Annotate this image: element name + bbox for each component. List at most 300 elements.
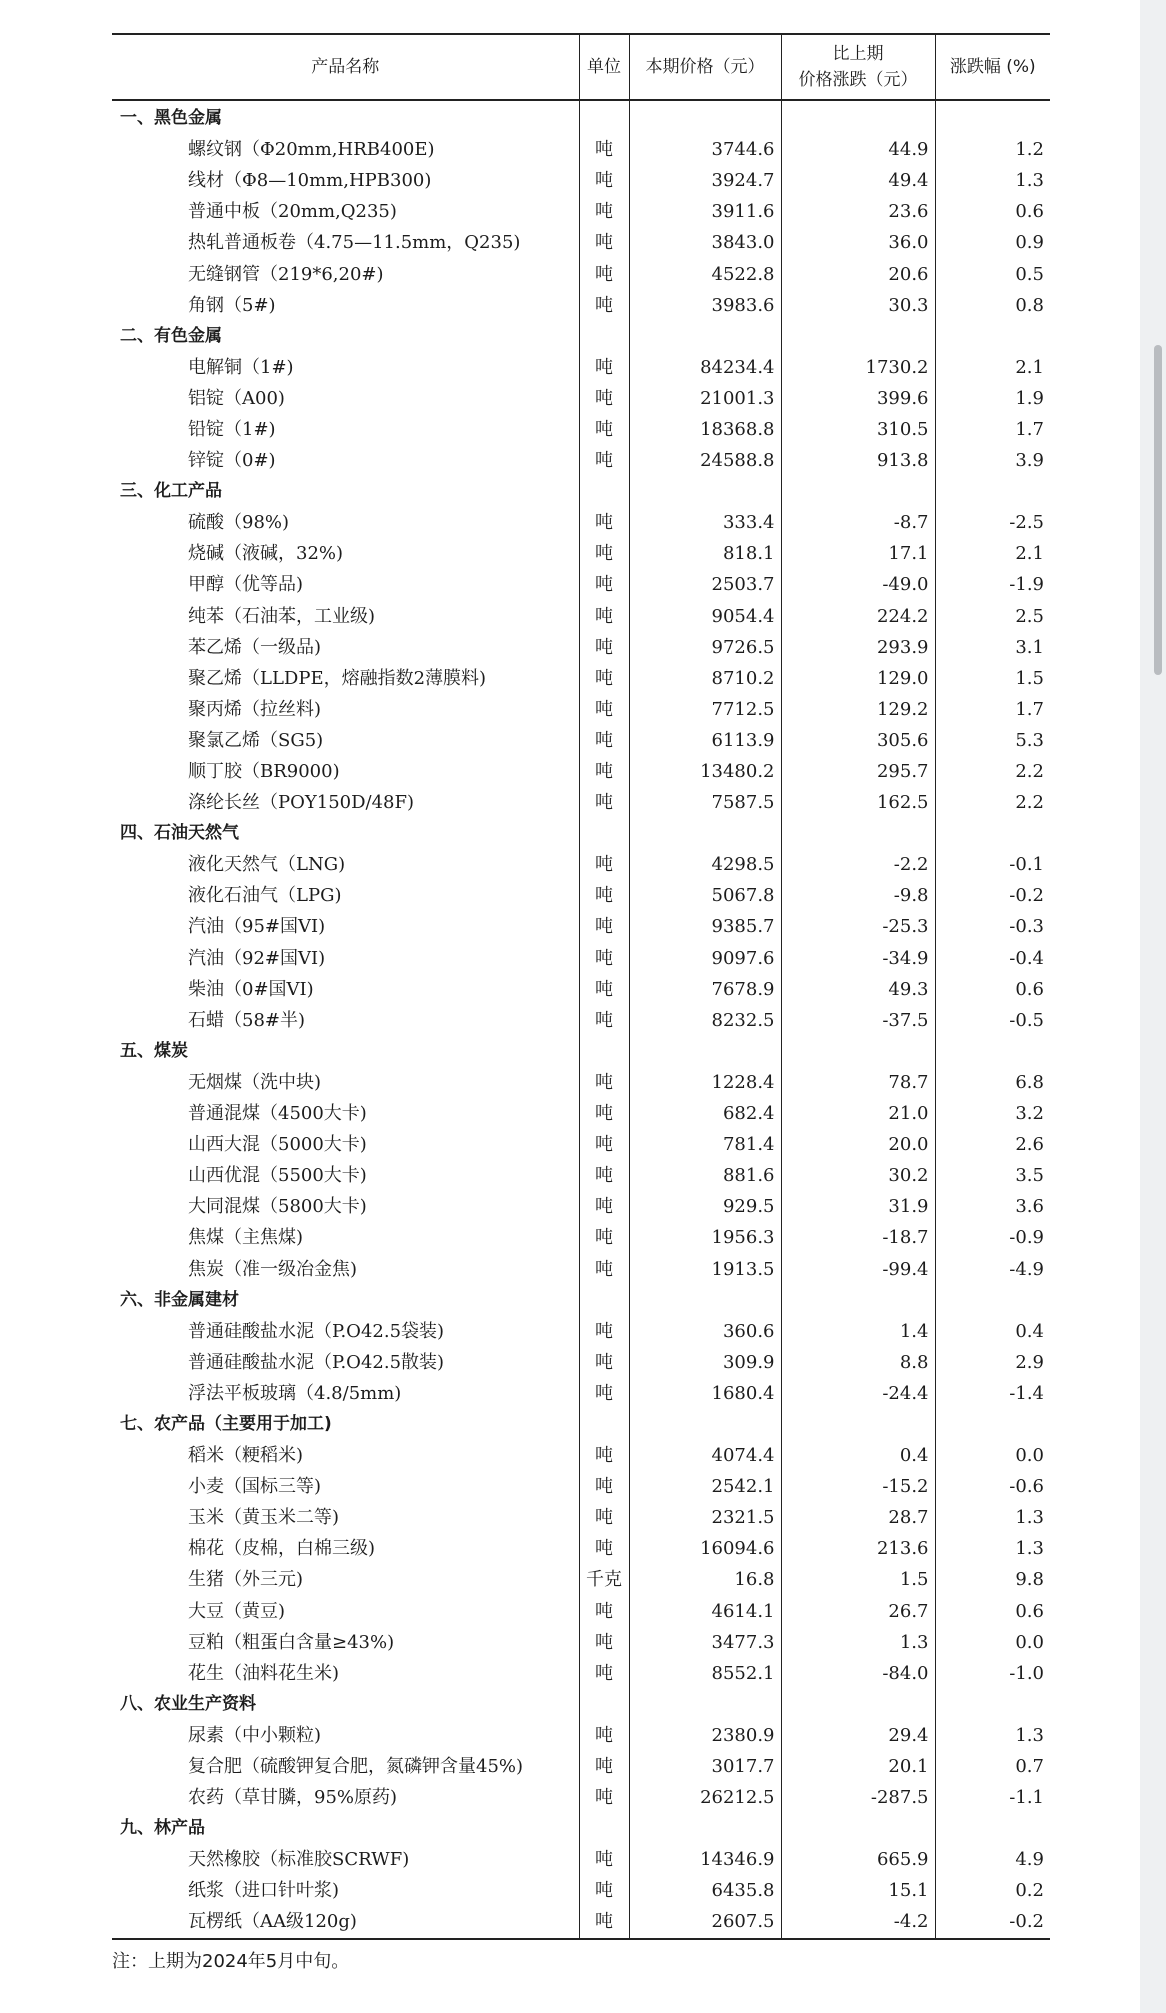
header-price-change xyxy=(781,34,935,100)
product-name: 复合肥（硫酸钾复合肥，氮磷钾含量45%) xyxy=(188,1756,524,1778)
price-cell: 2321.5 xyxy=(629,1502,781,1533)
unit-cell: 吨 xyxy=(579,849,629,880)
price-cell: 8552.1 xyxy=(629,1658,781,1689)
unit-cell: 吨 xyxy=(579,538,629,569)
percent-cell: -1.4 xyxy=(935,1378,1050,1409)
section-row xyxy=(112,1689,1050,1720)
product-name: 角钢（5#) xyxy=(188,294,276,316)
change-cell: 20.1 xyxy=(781,1751,935,1782)
price-cell: 9385.7 xyxy=(629,911,781,942)
price-cell xyxy=(629,476,781,507)
header-change-percent: 涨跌幅 (%) xyxy=(935,34,1050,100)
price-cell: 9054.4 xyxy=(629,601,781,632)
section-name: 三、化工产品 xyxy=(120,481,222,502)
unit-cell: 吨 xyxy=(579,290,629,321)
product-name: 瓦楞纸（AA级120g) xyxy=(112,1906,579,1938)
table-row xyxy=(112,787,1050,818)
price-cell: 1913.5 xyxy=(629,1253,781,1284)
percent-cell: 9.8 xyxy=(935,1564,1050,1595)
product-name: 汽油（92#国VI) xyxy=(188,947,326,969)
percent-cell: -1.9 xyxy=(935,569,1050,600)
percent-cell: -1.1 xyxy=(935,1782,1050,1813)
percent-cell: 1.9 xyxy=(935,383,1050,414)
change-cell: 305.6 xyxy=(781,725,935,756)
table-row xyxy=(112,880,1050,911)
header-product-name: 产品名称 xyxy=(112,34,579,100)
product-name: 纸浆（进口针叶浆) xyxy=(188,1880,340,1902)
percent-cell: 1.5 xyxy=(935,663,1050,694)
product-name: 山西大混（5000大卡) xyxy=(188,1134,367,1156)
percent-cell: -2.5 xyxy=(935,507,1050,538)
change-cell: -34.9 xyxy=(781,943,935,974)
table-row xyxy=(112,1191,1050,1222)
table-row xyxy=(112,1875,1050,1906)
table-row xyxy=(112,1160,1050,1191)
price-cell: 333.4 xyxy=(629,507,781,538)
table-row xyxy=(112,663,1050,694)
change-cell: 913.8 xyxy=(781,445,935,476)
section-name: 九、林产品 xyxy=(120,1818,205,1839)
percent-cell: -4.9 xyxy=(935,1253,1050,1284)
product-name: 浮法平板玻璃（4.8/5mm) xyxy=(188,1382,402,1404)
price-cell: 2380.9 xyxy=(629,1720,781,1751)
unit-cell: 吨 xyxy=(579,632,629,663)
unit-cell xyxy=(579,100,629,134)
table-row xyxy=(112,1533,1050,1564)
price-cell: 2607.5 xyxy=(629,1906,781,1938)
price-cell: 5067.8 xyxy=(629,880,781,911)
price-cell: 781.4 xyxy=(629,1129,781,1160)
change-cell xyxy=(781,1285,935,1316)
change-cell: 0.4 xyxy=(781,1440,935,1471)
table-row xyxy=(112,1378,1050,1409)
percent-cell xyxy=(935,1285,1050,1316)
table-row xyxy=(112,1471,1050,1502)
product-name: 稻米（粳稻米) xyxy=(188,1445,304,1467)
unit-cell: 吨 xyxy=(579,1471,629,1502)
product-name: 苯乙烯（一级品) xyxy=(188,636,322,658)
price-cell: 309.9 xyxy=(629,1347,781,1378)
price-cell: 6113.9 xyxy=(629,725,781,756)
price-cell: 13480.2 xyxy=(629,756,781,787)
product-name: 甲醇（优等品) xyxy=(188,574,304,596)
change-cell: 1.4 xyxy=(781,1316,935,1347)
product-name: 纯苯（石油苯，工业级) xyxy=(188,605,376,627)
price-cell: 3843.0 xyxy=(629,227,781,258)
table-row xyxy=(112,1844,1050,1875)
percent-cell: 1.2 xyxy=(935,134,1050,165)
table-row xyxy=(112,943,1050,974)
section-row xyxy=(112,476,1050,507)
change-cell: 1.3 xyxy=(781,1627,935,1658)
price-cell: 4074.4 xyxy=(629,1440,781,1471)
unit-cell: 吨 xyxy=(579,1906,629,1938)
table-row xyxy=(112,1129,1050,1160)
product-name: 硫酸（98%) xyxy=(188,512,290,534)
price-table xyxy=(112,33,1050,1940)
table-row xyxy=(112,134,1050,165)
percent-cell: -0.5 xyxy=(935,1005,1050,1036)
change-cell: 1.5 xyxy=(781,1564,935,1595)
price-cell: 818.1 xyxy=(629,538,781,569)
table-row xyxy=(112,849,1050,880)
percent-cell: 2.1 xyxy=(935,352,1050,383)
unit-cell: 吨 xyxy=(579,756,629,787)
section-row xyxy=(112,321,1050,352)
percent-cell: -0.3 xyxy=(935,911,1050,942)
price-cell: 682.4 xyxy=(629,1098,781,1129)
table-row xyxy=(112,1005,1050,1036)
change-cell: -2.2 xyxy=(781,849,935,880)
price-cell: 3017.7 xyxy=(629,1751,781,1782)
price-cell: 3477.3 xyxy=(629,1627,781,1658)
product-name: 液化天然气（LNG) xyxy=(188,854,346,876)
unit-cell xyxy=(579,1036,629,1067)
table-row xyxy=(112,974,1050,1005)
percent-cell: 0.4 xyxy=(935,1316,1050,1347)
change-cell: 28.7 xyxy=(781,1502,935,1533)
percent-cell: -0.6 xyxy=(935,1471,1050,1502)
table-row xyxy=(112,445,1050,476)
table-row xyxy=(112,1316,1050,1347)
change-cell xyxy=(781,1689,935,1720)
table-row xyxy=(112,1751,1050,1782)
price-cell: 18368.8 xyxy=(629,414,781,445)
unit-cell: 吨 xyxy=(579,258,629,289)
percent-cell: 3.9 xyxy=(935,445,1050,476)
price-cell xyxy=(629,321,781,352)
product-name: 玉米（黄玉米二等) xyxy=(188,1507,340,1529)
unit-cell: 吨 xyxy=(579,414,629,445)
price-cell: 26212.5 xyxy=(629,1782,781,1813)
change-cell: 78.7 xyxy=(781,1067,935,1098)
change-cell: 399.6 xyxy=(781,383,935,414)
price-cell: 16.8 xyxy=(629,1564,781,1595)
change-cell: 21.0 xyxy=(781,1098,935,1129)
unit-cell: 吨 xyxy=(579,507,629,538)
section-row xyxy=(112,1285,1050,1316)
change-cell: 129.2 xyxy=(781,694,935,725)
price-cell: 4522.8 xyxy=(629,258,781,289)
product-name: 棉花（皮棉，白棉三级) xyxy=(188,1538,376,1560)
table-row xyxy=(112,1627,1050,1658)
percent-cell: -0.1 xyxy=(935,849,1050,880)
percent-cell xyxy=(935,818,1050,849)
percent-cell xyxy=(935,321,1050,352)
section-name: 五、煤炭 xyxy=(120,1040,188,1061)
price-cell: 24588.8 xyxy=(629,445,781,476)
unit-cell: 吨 xyxy=(579,1316,629,1347)
header-price-change-line2: 价格涨跌（元） xyxy=(798,70,918,90)
price-cell: 14346.9 xyxy=(629,1844,781,1875)
table-row xyxy=(112,1098,1050,1129)
price-cell: 84234.4 xyxy=(629,352,781,383)
unit-cell: 吨 xyxy=(579,1098,629,1129)
change-cell: -24.4 xyxy=(781,1378,935,1409)
table-row xyxy=(112,414,1050,445)
price-cell: 2503.7 xyxy=(629,569,781,600)
product-name: 涤纶长丝（POY150D/48F) xyxy=(188,792,415,814)
table-row xyxy=(112,1440,1050,1471)
change-cell: 36.0 xyxy=(781,227,935,258)
unit-cell: 吨 xyxy=(579,1191,629,1222)
table-row xyxy=(112,165,1050,196)
header-unit: 单位 xyxy=(579,34,629,100)
product-name: 电解铜（1#) xyxy=(188,356,294,378)
unit-cell: 吨 xyxy=(579,196,629,227)
percent-cell: 0.2 xyxy=(935,1875,1050,1906)
table-row xyxy=(112,911,1050,942)
unit-cell: 吨 xyxy=(579,165,629,196)
footnote: 注：上期为2024年5月中旬。 xyxy=(112,1951,350,1972)
change-cell: 665.9 xyxy=(781,1844,935,1875)
unit-cell: 吨 xyxy=(579,1347,629,1378)
percent-cell xyxy=(935,1409,1050,1440)
product-name: 螺纹钢（Φ20mm,HRB400E) xyxy=(188,139,435,161)
change-cell: 213.6 xyxy=(781,1533,935,1564)
unit-cell: 吨 xyxy=(579,1129,629,1160)
unit-cell: 吨 xyxy=(579,1222,629,1253)
price-cell xyxy=(629,1813,781,1844)
unit-cell: 吨 xyxy=(579,974,629,1005)
price-cell: 8710.2 xyxy=(629,663,781,694)
percent-cell: 0.6 xyxy=(935,974,1050,1005)
change-cell: 30.2 xyxy=(781,1160,935,1191)
percent-cell: -0.4 xyxy=(935,943,1050,974)
unit-cell xyxy=(579,1409,629,1440)
percent-cell: 0.6 xyxy=(935,1596,1050,1627)
price-cell xyxy=(629,1036,781,1067)
table-row xyxy=(112,1658,1050,1689)
percent-cell: 1.7 xyxy=(935,694,1050,725)
unit-cell: 吨 xyxy=(579,1751,629,1782)
product-name: 聚丙烯（拉丝料) xyxy=(188,698,322,720)
percent-cell: 1.3 xyxy=(935,165,1050,196)
unit-cell: 吨 xyxy=(579,569,629,600)
product-name: 普通混煤（4500大卡) xyxy=(188,1103,367,1125)
table-row xyxy=(112,227,1050,258)
table-row xyxy=(112,1906,1050,1938)
unit-cell: 吨 xyxy=(579,694,629,725)
percent-cell: -0.2 xyxy=(935,1906,1050,1938)
table-row xyxy=(112,1564,1050,1595)
unit-cell: 吨 xyxy=(579,1844,629,1875)
percent-cell: 1.3 xyxy=(935,1502,1050,1533)
product-name: 豆粕（粗蛋白含量≥43%) xyxy=(188,1631,395,1653)
product-name: 聚氯乙烯（SG5) xyxy=(188,729,324,751)
section-row xyxy=(112,1036,1050,1067)
change-cell: 30.3 xyxy=(781,290,935,321)
scrollbar-thumb[interactable] xyxy=(1154,345,1162,675)
change-cell: 23.6 xyxy=(781,196,935,227)
price-cell: 9097.6 xyxy=(629,943,781,974)
percent-cell: 3.1 xyxy=(935,632,1050,663)
change-cell: 224.2 xyxy=(781,601,935,632)
unit-cell: 吨 xyxy=(579,1720,629,1751)
price-cell: 1956.3 xyxy=(629,1222,781,1253)
section-name: 四、石油天然气 xyxy=(120,823,239,844)
header-current-price: 本期价格（元） xyxy=(629,34,781,100)
unit-cell xyxy=(579,1689,629,1720)
price-cell: 881.6 xyxy=(629,1160,781,1191)
unit-cell: 吨 xyxy=(579,1067,629,1098)
change-cell: 20.6 xyxy=(781,258,935,289)
table-body xyxy=(112,100,1050,1939)
change-cell: -287.5 xyxy=(781,1782,935,1813)
percent-cell: 3.2 xyxy=(935,1098,1050,1129)
unit-cell: 吨 xyxy=(579,1875,629,1906)
table-row xyxy=(112,601,1050,632)
change-cell: 17.1 xyxy=(781,538,935,569)
table-row xyxy=(112,1222,1050,1253)
product-name: 汽油（95#国VI) xyxy=(188,916,326,938)
price-cell: 3924.7 xyxy=(629,165,781,196)
change-cell xyxy=(781,321,935,352)
product-name: 大同混煤（5800大卡) xyxy=(188,1196,367,1218)
table-row xyxy=(112,383,1050,414)
price-cell: 7678.9 xyxy=(629,974,781,1005)
percent-cell: 3.6 xyxy=(935,1191,1050,1222)
price-cell: 16094.6 xyxy=(629,1533,781,1564)
product-name: 铝锭（A00) xyxy=(188,387,285,409)
percent-cell: 1.7 xyxy=(935,414,1050,445)
change-cell: 29.4 xyxy=(781,1720,935,1751)
table-row xyxy=(112,1596,1050,1627)
unit-cell: 吨 xyxy=(579,227,629,258)
table-row xyxy=(112,290,1050,321)
table-row xyxy=(112,694,1050,725)
price-cell: 929.5 xyxy=(629,1191,781,1222)
percent-cell: -0.2 xyxy=(935,880,1050,911)
table-row xyxy=(112,1720,1050,1751)
change-cell: -37.5 xyxy=(781,1005,935,1036)
price-cell: 3744.6 xyxy=(629,134,781,165)
section-name: 八、农业生产资料 xyxy=(120,1693,256,1714)
product-name: 花生（油料花生米) xyxy=(188,1662,340,1684)
percent-cell xyxy=(935,476,1050,507)
unit-cell: 吨 xyxy=(579,1533,629,1564)
price-cell: 4614.1 xyxy=(629,1596,781,1627)
change-cell xyxy=(781,1409,935,1440)
unit-cell: 吨 xyxy=(579,1782,629,1813)
table-header xyxy=(112,34,1050,100)
price-cell: 360.6 xyxy=(629,1316,781,1347)
change-cell: -84.0 xyxy=(781,1658,935,1689)
change-cell: 49.3 xyxy=(781,974,935,1005)
table-row xyxy=(112,1067,1050,1098)
table-row xyxy=(112,725,1050,756)
table-row xyxy=(112,756,1050,787)
product-name: 柴油（0#国VI) xyxy=(188,978,314,1000)
unit-cell: 吨 xyxy=(579,134,629,165)
table-row xyxy=(112,1347,1050,1378)
section-name: 七、农产品（主要用于加工) xyxy=(120,1413,332,1434)
table-row xyxy=(112,632,1050,663)
percent-cell: 0.8 xyxy=(935,290,1050,321)
percent-cell: 2.2 xyxy=(935,787,1050,818)
table-row xyxy=(112,196,1050,227)
change-cell: 20.0 xyxy=(781,1129,935,1160)
change-cell: -9.8 xyxy=(781,880,935,911)
product-name: 焦炭（准一级冶金焦) xyxy=(188,1258,358,1280)
percent-cell xyxy=(935,1036,1050,1067)
price-cell: 3911.6 xyxy=(629,196,781,227)
change-cell xyxy=(781,100,935,134)
product-name: 焦煤（主焦煤) xyxy=(188,1227,304,1249)
price-cell xyxy=(629,100,781,134)
price-cell: 21001.3 xyxy=(629,383,781,414)
change-cell xyxy=(781,1813,935,1844)
percent-cell: 1.3 xyxy=(935,1533,1050,1564)
product-name: 天然橡胶（标准胶SCRWF) xyxy=(188,1849,410,1871)
table-row xyxy=(112,569,1050,600)
change-cell: 295.7 xyxy=(781,756,935,787)
change-cell: 1730.2 xyxy=(781,352,935,383)
percent-cell: 4.9 xyxy=(935,1844,1050,1875)
price-cell: 4298.5 xyxy=(629,849,781,880)
table-row xyxy=(112,538,1050,569)
percent-cell xyxy=(935,1813,1050,1844)
table-row xyxy=(112,507,1050,538)
percent-cell: 2.6 xyxy=(935,1129,1050,1160)
unit-cell: 吨 xyxy=(579,725,629,756)
product-name: 普通硅酸盐水泥（P.O42.5散装) xyxy=(188,1351,445,1373)
change-cell: 293.9 xyxy=(781,632,935,663)
unit-cell: 吨 xyxy=(579,445,629,476)
section-row xyxy=(112,818,1050,849)
product-name: 线材（Φ8—10mm,HPB300) xyxy=(188,170,432,192)
price-cell xyxy=(629,1285,781,1316)
change-cell: 49.4 xyxy=(781,165,935,196)
unit-cell: 吨 xyxy=(579,880,629,911)
product-name: 山西优混（5500大卡) xyxy=(188,1165,367,1187)
price-cell: 7587.5 xyxy=(629,787,781,818)
section-row xyxy=(112,1409,1050,1440)
product-name: 农药（草甘膦，95%原药) xyxy=(188,1787,398,1809)
change-cell: 44.9 xyxy=(781,134,935,165)
product-name: 液化石油气（LPG) xyxy=(188,885,342,907)
unit-cell: 吨 xyxy=(579,1378,629,1409)
percent-cell: 6.8 xyxy=(935,1067,1050,1098)
unit-cell: 吨 xyxy=(579,383,629,414)
change-cell xyxy=(781,1036,935,1067)
price-cell: 1228.4 xyxy=(629,1067,781,1098)
unit-cell xyxy=(579,1813,629,1844)
change-cell xyxy=(781,476,935,507)
percent-cell xyxy=(935,100,1050,134)
section-row xyxy=(112,1813,1050,1844)
product-name: 铅锭（1#) xyxy=(188,418,276,440)
change-cell: 8.8 xyxy=(781,1347,935,1378)
price-cell: 3983.6 xyxy=(629,290,781,321)
percent-cell: 2.5 xyxy=(935,601,1050,632)
product-name: 生猪（外三元) xyxy=(188,1569,304,1591)
percent-cell: -0.9 xyxy=(935,1222,1050,1253)
product-name: 烧碱（液碱，32%) xyxy=(188,543,344,565)
percent-cell: 0.5 xyxy=(935,258,1050,289)
section-name: 二、有色金属 xyxy=(120,325,222,346)
unit-cell: 吨 xyxy=(579,1658,629,1689)
product-name: 普通硅酸盐水泥（P.O42.5袋装) xyxy=(188,1320,445,1342)
unit-cell xyxy=(579,321,629,352)
product-name: 尿素（中小颗粒) xyxy=(188,1724,322,1746)
unit-cell: 吨 xyxy=(579,911,629,942)
section-row xyxy=(112,100,1050,134)
table-row xyxy=(112,1502,1050,1533)
product-name: 顺丁胶（BR9000) xyxy=(188,761,340,783)
product-name: 无烟煤（洗中块) xyxy=(188,1071,322,1093)
percent-cell: 0.0 xyxy=(935,1440,1050,1471)
